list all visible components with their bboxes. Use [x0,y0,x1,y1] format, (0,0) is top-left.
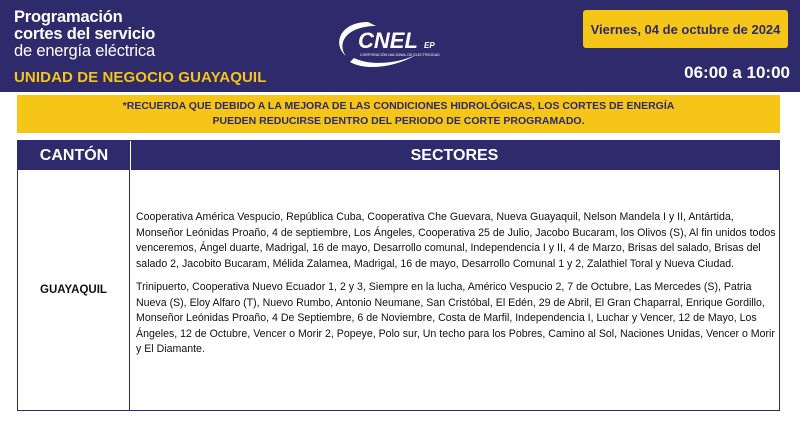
sectores-paragraph-1: Cooperativa América Vespucio, República Cuba, Cooperativa Che Guevara, Nueva Guayaquil, Nelson Mandela I y II, Antártida, Monseñor Leónidas Proaño, 4 de septiembre, Los Ángeles, Cooperativa 25 de Julio, Jacobo Bucaram, los Olivos (S), Al fin unidos todos venceremos, Ángel duarte, Madrigal, 16 de mayo, Desarrollo comunal, Independencia I y II, 4 de Marzo, Brisas del salado, Brisas del salado 2, Jacobito Bucaram, Mélida Zalamea, Madrigal, 16 de mayo, Desarrollo Comunal 1 y 2, Zalathiel Toral y Nueva Ciudad. [136,211,776,270]
page-title [14,9,155,60]
title-line-2: cortes del servicio [14,25,156,43]
header-sectores: SECTORES [410,146,499,164]
cnel-logo [328,14,478,74]
header-banner [0,0,800,92]
sectores-paragraph-2: Trinipuerto, Cooperativa Nuevo Ecuador 1, 2 y 3, Siempre en la lucha, Américo Vespucio 2, 7 de Octubre, Las Mercedes (S), Patria Nueva (S), Eloy Alfaro (T), Nuevo Rumbo, Antonio Neumane, San Cristóbal, El Edén, 29 de Abril, El Gran Chaparral, Enrique Gordillo, Monseñor Leónidas Proaño, 4 De Septiembre, 6 de Noviembre, Costa de Marfil, Independencia I, Luchar y Vencer, 12 de Mayo, Los Ángeles, 12 de Octubre, Vencer o Morir 2, Popeye, Polo sur, Un techo para los Pobres, Camino al Sol, Naciones Unidas, Vencer o Morir y El Diamante. [136,281,775,355]
logo-tagline: CORPORACIÓN NACIONAL DE ELECTRICIDAD [360,53,440,57]
notice-banner [17,95,780,133]
table-row [18,170,779,410]
notice-line-1: *RECUERDA QUE DEBIDO A LA MEJORA DE LAS CONDICIONES HIDROLÓGICAS, LOS CORTES DE ENERGÍA [122,100,675,112]
canton-cell: GUAYAQUIL [40,284,107,296]
business-unit-label: UNIDAD DE NEGOCIO GUAYAQUIL [14,69,267,86]
header-canton: CANTÓN [39,146,109,164]
sectores-cell [136,210,776,358]
date-badge: Viernes, 04 de octubre de 2024 [583,10,788,48]
table-header [18,141,779,170]
logo-suffix: EP [424,41,435,50]
title-line-1: Programación [14,8,123,26]
column-divider [129,170,130,410]
logo-name: CNEL [358,28,418,53]
notice-line-2: PUEDEN REDUCIRSE DENTRO DEL PERIODO DE CORTE PROGRAMADO. [212,115,585,127]
time-range: 06:00 a 10:00 [684,63,790,82]
title-line-3: de energía eléctrica [14,42,155,60]
outage-table [17,140,780,411]
